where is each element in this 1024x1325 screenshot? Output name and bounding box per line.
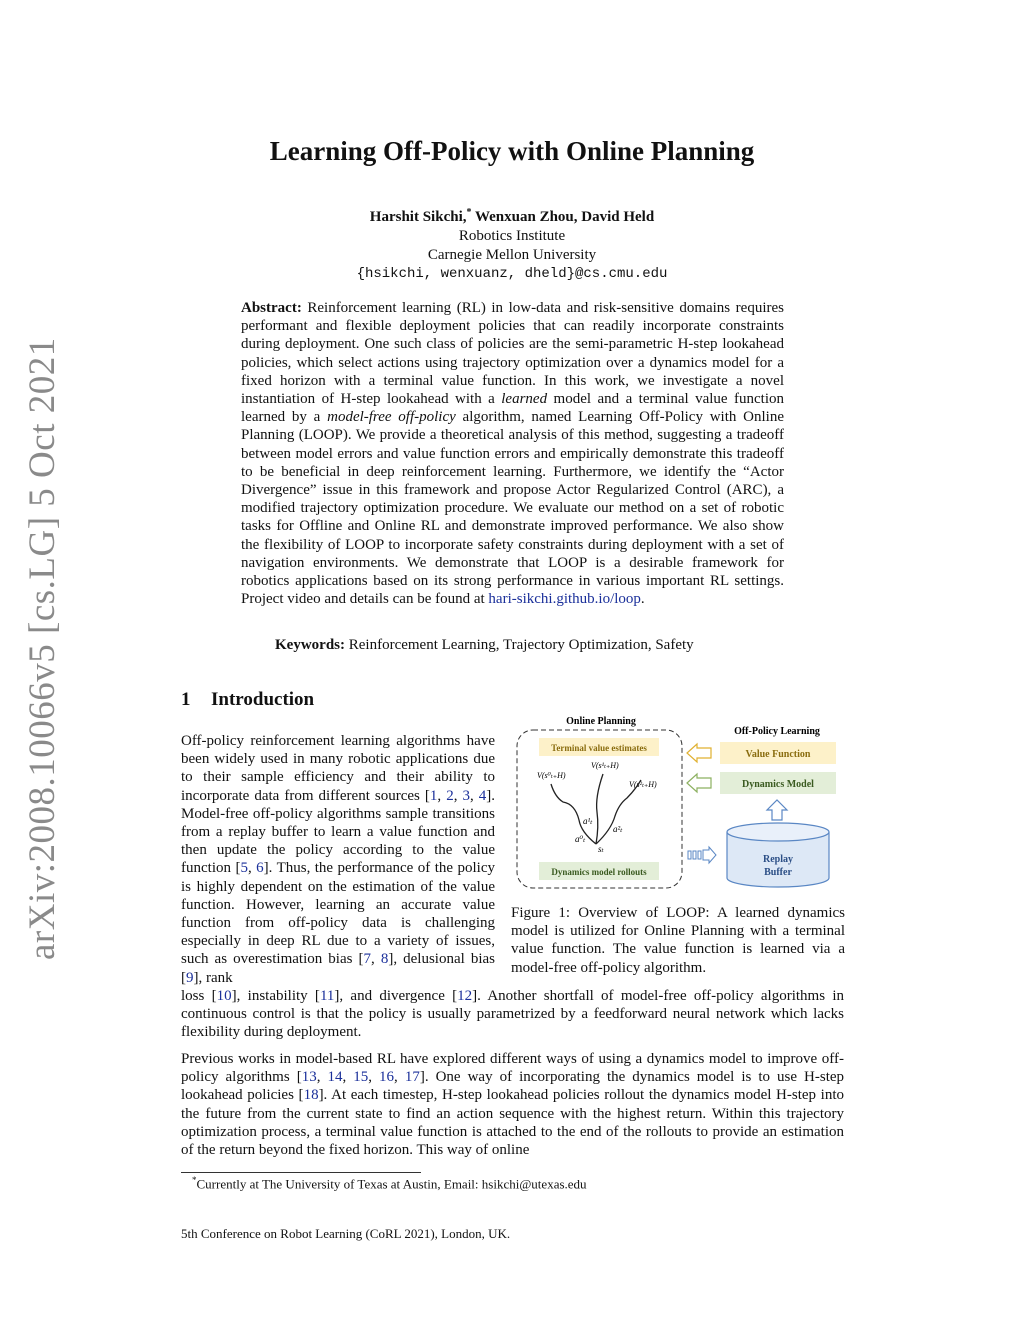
abstract: Abstract: Reinforcement learning (RL) in low-data and risk-sensitive domains requires performant and flexible deployment policies that can readily incorporate constraints during deployment. One such class of policies are the semi-parametric H-step lookahead policies, which select actions using trajectory optimization over a dynamics model for a fixed horizon with a terminal value function. In this work, we investigate a novel instantiation of H-step lookahead with a learned model and a terminal value function learned by a model-free off-policy algorithm, named Learning Off-Policy with Online Planning (LOOP). We provide a theoretical analysis of this method, suggesting a tradeoff between model errors and value function errors and empirically demonstrate this tradeoff to be beneficial in deep reinforcement learning. Furthermore, we identify the “Actor Divergence” issue in this framework and propose Actor Regularized Control (ARC), a modified trajectory optimization procedure. We evaluate our method on a set of robotic tasks for Offline and Online RL and demonstrate improved performance. We also show the flexibility of LOOP to incorporate safety constraints during deployment with a set of navigation environments. We demonstrate that LOOP is a desirable framework for robotics applications based on its strong performance in various important RL settings. Project video and details can be found at hari-sikchi.github.io/loop. — [241, 300, 785, 608]
author-names: Harshit Sikchi,* Wenxuan Zhou, David Held — [369, 207, 655, 225]
citation[interactable]: 5 — [240, 860, 248, 877]
arrow-right-icon — [703, 847, 716, 863]
citation[interactable]: 8 — [380, 951, 389, 968]
figure-caption: Figure 1: Overview of LOOP: A learned dynamics model is utilized for Online Planning with a terminal value function. The value function is learned via a model-free off-policy algorithm. — [511, 905, 845, 976]
arrow-left-icon — [687, 774, 711, 792]
citation[interactable]: 9 — [186, 969, 194, 986]
citation[interactable]: 1 — [429, 787, 438, 804]
dashed-arrow-segment — [688, 851, 691, 859]
rollout-trajectory-1 — [596, 774, 603, 844]
citation[interactable]: 4 — [478, 787, 487, 804]
online-planning-label: Online Planning — [566, 716, 636, 727]
citation[interactable]: 18 — [303, 1087, 319, 1104]
project-link[interactable]: hari-sikchi.github.io/loop — [488, 591, 641, 608]
arxiv-identifier: arXiv:2008.10066v5 [cs.LG] 5 Oct 2021 — [22, 337, 63, 960]
citation[interactable]: 16 — [379, 1069, 395, 1086]
footnote: *Currently at The University of Texas at Austin, Email: hsikchi@utexas.edu — [192, 1175, 587, 1192]
dashed-arrow-segment — [693, 851, 696, 859]
arrow-up-icon — [767, 800, 787, 820]
rollout-trajectory-2 — [596, 780, 641, 844]
citation[interactable]: 6 — [256, 860, 264, 877]
section-heading-introduction: 1 Introduction — [181, 689, 315, 710]
value-label-2: V(s²ₜ₊H) — [629, 780, 657, 789]
dynamics-model-label: Dynamics Model — [742, 779, 814, 790]
citation[interactable]: 12 — [457, 988, 473, 1004]
value-label-0: V(s⁰ₜ₊H) — [537, 771, 566, 780]
value-function-label: Value Function — [745, 749, 811, 760]
footnote-rule — [181, 1172, 421, 1173]
action-label-1: a¹ₜ — [583, 816, 593, 826]
off-policy-learning-label: Off-Policy Learning — [734, 726, 820, 737]
conference-footer: 5th Conference on Robot Learning (CoRL 2021), London, UK. — [181, 1226, 511, 1241]
replay-buffer-cylinder-top — [727, 823, 829, 841]
author-block — [0, 203, 1024, 284]
citation[interactable]: 15 — [353, 1069, 369, 1086]
action-label-0: a⁰ₜ — [575, 834, 586, 844]
citation[interactable]: 17 — [404, 1069, 420, 1086]
terminal-value-label: Terminal value estimates — [551, 743, 647, 753]
author-emails: {hsikchi, wenxuanz, dheld}@cs.cmu.edu — [356, 266, 668, 282]
citation[interactable]: 14 — [327, 1069, 343, 1086]
rollouts-label: Dynamics model rollouts — [551, 867, 647, 877]
dashed-arrow-segment — [698, 851, 701, 859]
keywords: Keywords: Reinforcement Learning, Trajectory Optimization, Safety — [275, 637, 694, 653]
rollout-trajectory-0 — [551, 784, 596, 844]
intro-paragraph-1: Off-policy reinforcement learning algorithms have been widely used in many robotic applications due to their sample efficiency and their ability to incorporate data from different sources [1, 2, 3, 4]. Model-free off-policy algorithms sample transitions from a replay buffer to learn a value function and then update the policy according to the value function [5, 6]. Thus, the performance of the policy is highly dependent on the estimation of the value function. However, learning an accurate value function from off-policy data is challenging especially in deep RL due to a variety of issues, such as overestimation bias [7, 8], delusional bias [9], rank — [181, 733, 496, 986]
intro-paragraph-2: Previous works in model-based RL have explored different ways of using a dynamics model to improve off-policy algorithms [13, 14, 15, 16, 17]. One way of incorporating the dynamics model is to use H-step lookahead policies [18]. At each timestep, H-step lookahead policies rollout the dynamics model H-step into the future from the current state to find an action sequence with the highest return. Within this trajectory optimization process, a terminal value function is attached to the end of the rollouts to provide an estimation of the return beyond the fixed horizon. This way of online — [181, 1051, 845, 1159]
state-label: sₜ — [598, 844, 604, 854]
replay-buffer-label-1: Replay — [763, 854, 793, 865]
value-label-1: V(s¹ₜ₊H) — [591, 761, 619, 770]
citation[interactable]: 11 — [319, 988, 335, 1004]
citation[interactable]: 13 — [301, 1069, 317, 1086]
loop-overview-figure — [511, 712, 846, 897]
affiliation-institute: Robotics Institute — [458, 228, 566, 244]
citation[interactable]: 3 — [462, 787, 470, 804]
arrow-left-icon — [687, 744, 711, 762]
citation[interactable]: 10 — [216, 988, 232, 1004]
paper-title: Learning Off-Policy with Online Planning — [269, 136, 755, 166]
replay-buffer-label-2: Buffer — [764, 867, 792, 878]
citation[interactable]: 7 — [363, 951, 372, 968]
citation[interactable]: 2 — [446, 787, 454, 804]
action-label-2: a²ₜ — [613, 824, 623, 834]
affiliation-university: Carnegie Mellon University — [427, 247, 597, 263]
intro-paragraph-1-continued: loss [10], instability [11], and divergence [12]. Another shortfall of model-free off-policy algorithms in continuous control is that the policy is usually parametrized by a feedforward neural network which lacks flexibility during deployment. — [181, 988, 844, 1041]
